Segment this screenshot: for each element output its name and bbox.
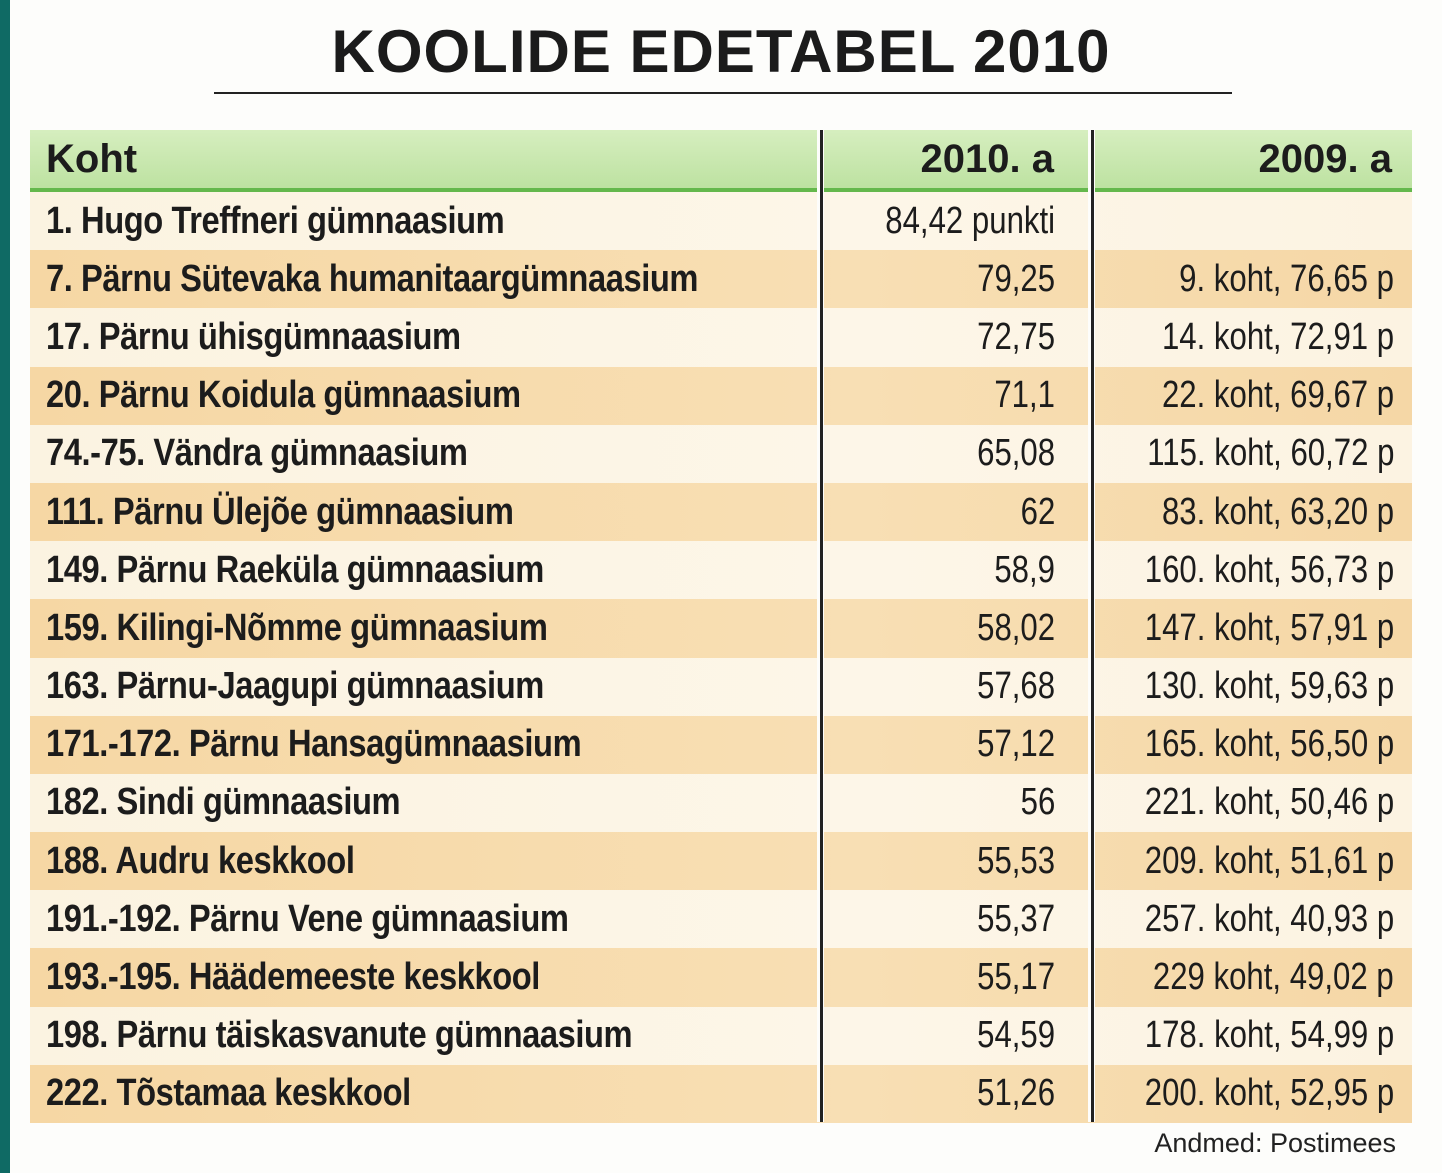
score-2010-cell: 58,9	[994, 548, 1055, 591]
score-2010-cell: 55,17	[977, 956, 1055, 999]
result-2009-cell: 178. koht, 54,99 p	[1144, 1014, 1394, 1057]
table-row	[30, 890, 1412, 948]
score-2010-cell: 79,25	[977, 257, 1055, 300]
score-2010-cell: 58,02	[977, 606, 1055, 649]
result-2009-cell: 209. koht, 51,61 p	[1144, 839, 1394, 882]
table-row	[30, 1007, 1412, 1065]
school-cell: 20. Pärnu Koidula gümnaasium	[46, 374, 521, 417]
school-cell: 222. Tõstamaa keskkool	[46, 1072, 411, 1115]
header-2009: 2009. a	[1258, 136, 1392, 181]
edge-bar	[0, 0, 10, 1173]
result-2009-cell: 83. koht, 63,20 p	[1161, 490, 1394, 533]
school-cell: 182. Sindi gümnaasium	[46, 781, 401, 824]
table-row	[30, 599, 1412, 657]
score-2010-cell: 72,75	[977, 315, 1055, 358]
table-row	[30, 658, 1412, 716]
school-cell: 111. Pärnu Ülejõe gümnaasium	[46, 490, 514, 533]
school-cell: 74.-75. Vändra gümnaasium	[46, 432, 468, 475]
result-2009-cell: 130. koht, 59,63 p	[1144, 665, 1394, 708]
score-2010-cell: 55,53	[977, 839, 1055, 882]
table-row	[30, 832, 1412, 890]
table-row	[30, 308, 1412, 366]
table-row	[30, 483, 1412, 541]
result-2009-cell: 115. koht, 60,72 p	[1146, 432, 1394, 475]
result-2009-cell: 229 koht, 49,02 p	[1153, 956, 1394, 999]
score-2010-cell: 65,08	[977, 432, 1055, 475]
title-divider	[214, 92, 1232, 94]
result-2009-cell: 257. koht, 40,93 p	[1144, 897, 1394, 940]
school-cell: 7. Pärnu Sütevaka humanitaargümnaasium	[46, 257, 699, 300]
result-2009-cell: 147. koht, 57,91 p	[1144, 606, 1394, 649]
table-row	[30, 250, 1412, 308]
result-2009-cell: 9. koht, 76,65 p	[1179, 257, 1394, 300]
school-cell: 1. Hugo Treffneri gümnaasium	[46, 199, 505, 242]
score-2010-cell: 54,59	[977, 1014, 1055, 1057]
result-2009-cell: 200. koht, 52,95 p	[1144, 1072, 1394, 1115]
header-koht: Koht	[46, 136, 138, 181]
school-cell: 198. Pärnu täiskasvanute gümnaasium	[46, 1014, 633, 1057]
table-row	[30, 716, 1412, 774]
table-row	[30, 367, 1412, 425]
score-2010-cell: 56	[1020, 781, 1055, 824]
school-cell: 193.-195. Häädemeeste keskkool	[46, 956, 540, 999]
table-row	[30, 948, 1412, 1006]
score-2010-cell: 57,68	[977, 665, 1055, 708]
result-2009-cell: 165. koht, 56,50 p	[1144, 723, 1394, 766]
page-title: KOOLIDE EDETABEL 2010	[331, 18, 1111, 85]
table-row	[30, 192, 1412, 250]
school-cell: 188. Audru keskkool	[46, 839, 355, 882]
table-row	[30, 541, 1412, 599]
header-2010: 2010. a	[920, 136, 1054, 181]
score-2010-cell: 51,26	[977, 1072, 1055, 1115]
result-2009-cell: 22. koht, 69,67 p	[1161, 374, 1394, 417]
table-row	[30, 774, 1412, 832]
result-2009-cell: 14. koht, 72,91 p	[1161, 315, 1394, 358]
score-2010-cell: 62	[1020, 490, 1055, 533]
table-header	[30, 130, 1412, 192]
score-2010-cell: 71,1	[994, 374, 1055, 417]
table-row	[30, 425, 1412, 483]
score-2010-cell: 57,12	[977, 723, 1055, 766]
school-cell: 149. Pärnu Raeküla gümnaasium	[46, 548, 544, 591]
school-cell: 159. Kilingi-Nõmme gümnaasium	[46, 606, 548, 649]
source-credit: Andmed: Postimees	[1154, 1128, 1396, 1158]
result-2009-cell: 160. koht, 56,73 p	[1144, 548, 1394, 591]
result-2009-cell: 221. koht, 50,46 p	[1144, 781, 1394, 824]
table-body	[30, 192, 1412, 1123]
school-cell: 163. Pärnu-Jaagupi gümnaasium	[46, 665, 544, 708]
school-cell: 191.-192. Pärnu Vene gümnaasium	[46, 897, 569, 940]
score-2010-cell: 84,42 punkti	[885, 199, 1055, 242]
school-cell: 171.-172. Pärnu Hansagümnaasium	[46, 723, 582, 766]
score-2010-cell: 55,37	[977, 897, 1055, 940]
ranking-table	[30, 130, 1412, 1123]
column-divider-2009	[1091, 130, 1094, 1122]
column-divider-2010	[820, 130, 823, 1122]
table-row	[30, 1065, 1412, 1123]
school-cell: 17. Pärnu ühisgümnaasium	[46, 315, 461, 358]
